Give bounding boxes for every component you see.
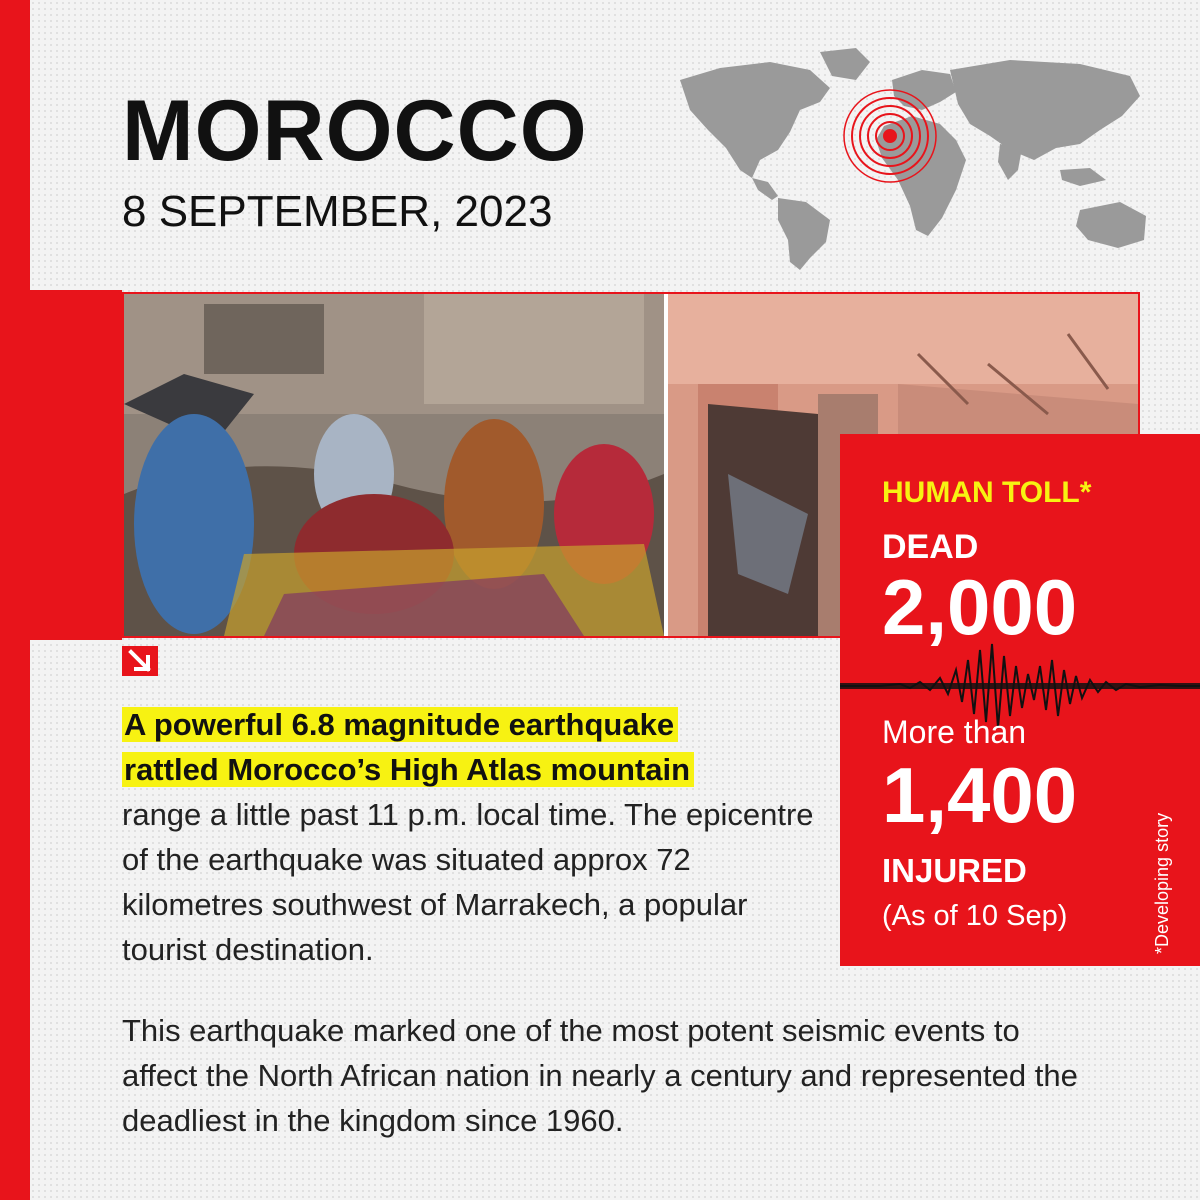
survivors-photo [124, 294, 664, 636]
human-toll-panel [840, 434, 1200, 966]
red-accent-band [0, 290, 122, 640]
event-date: 8 SEPTEMBER, 2023 [122, 187, 553, 236]
highlight-line-1: A powerful 6.8 magnitude earthquake [122, 707, 678, 742]
highlight-line-2: rattled Morocco’s High Atlas mountain [122, 752, 694, 787]
article-paragraph-2: This earthquake marked one of the most potent seismic events to affect the North African nation in nearly a century and represented the deadliest in the kingdom since 1960. [122, 1013, 1078, 1138]
injured-label: INJURED [882, 852, 1027, 889]
world-map-icon [660, 40, 1160, 270]
developing-story-note: *Developing story [1152, 812, 1172, 954]
page-title: MOROCCO [122, 83, 588, 179]
arrow-down-right-icon [122, 646, 158, 676]
toll-title: HUMAN TOLL* [882, 476, 1092, 509]
article-lead [122, 702, 822, 972]
article-body: range a little past 11 p.m. local time. The epicentre of the earthquake was situated approx 72 kilometres southwest of Marrakech, a popular tourist destination. [122, 797, 814, 967]
injured-value: 1,400 [882, 751, 1078, 839]
dead-label: DEAD [882, 528, 979, 566]
as-of-date: (As of 10 Sep) [882, 900, 1068, 932]
dead-value: 2,000 [882, 563, 1078, 651]
more-than-label: More than [882, 714, 1027, 750]
